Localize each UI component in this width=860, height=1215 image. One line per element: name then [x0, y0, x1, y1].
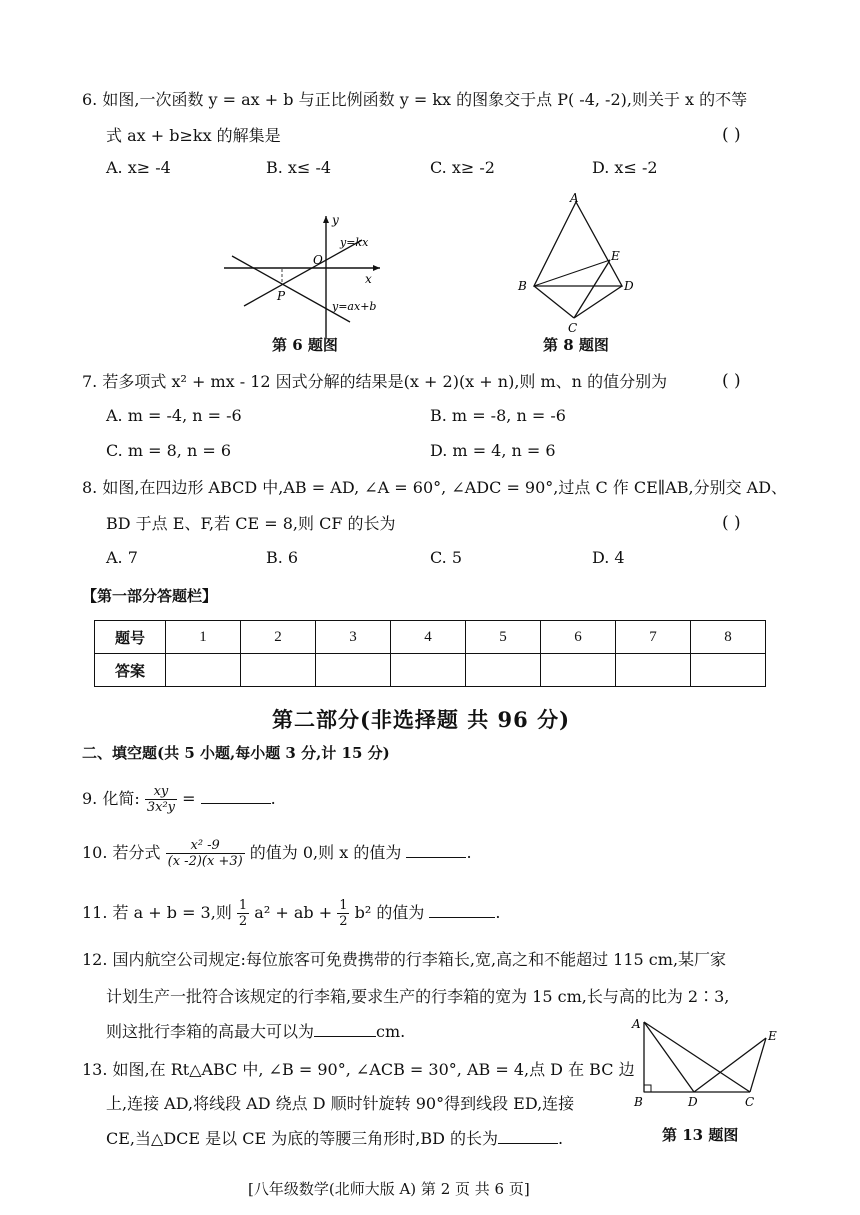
q12-answer-blank[interactable]: [314, 1036, 376, 1037]
q11-half-fraction-2: [337, 898, 349, 929]
answer-cell[interactable]: [616, 654, 691, 687]
q6-option-d: D. x≤ -2: [592, 158, 658, 177]
answer-sheet-number: 6: [541, 621, 616, 654]
q6-line2: 式 ax + b≥kx 的解集是: [106, 126, 281, 145]
q10: [82, 838, 472, 869]
q11-end: .: [495, 903, 501, 922]
q7-option-c: C. m = 8, n = 6: [106, 441, 232, 460]
q6-option-c: C. x≥ -2: [430, 158, 495, 177]
part2-title: 第二部分(非选择题 共 96 分): [272, 707, 571, 732]
q8-fig-b-label: B: [518, 279, 527, 293]
q6-fig-p-label: P: [277, 289, 286, 303]
answer-sheet-number-header: 题号: [95, 621, 166, 654]
q8-option-c: C. 5: [430, 548, 463, 567]
q13-line3-text: CE,当△DCE 是以 CE 为底的等腰三角形时,BD 的长为: [106, 1129, 499, 1148]
page-footer: [八年级数学(北师大版 A) 第 2 页 共 6 页]: [248, 1180, 530, 1198]
q11-suffix: b² 的值为: [354, 903, 425, 922]
q13-fig-e-label: E: [768, 1029, 777, 1043]
q13-line3: [106, 1129, 563, 1149]
answer-sheet-answer-header: 答案: [95, 654, 166, 687]
q11-prefix: 11. 若 a + b = 3,则: [82, 903, 232, 922]
q11-half-num: 1: [238, 898, 248, 913]
q8-fig-c-label: C: [568, 321, 578, 335]
q11-mid: a² + ab +: [254, 903, 333, 922]
q11-half-num-2: 1: [339, 898, 348, 913]
q13-answer-blank[interactable]: [498, 1143, 558, 1144]
answer-cell[interactable]: [691, 654, 766, 687]
q13-fig-d-label: D: [688, 1095, 698, 1109]
answer-sheet-number: 2: [241, 621, 316, 654]
answer-sheet-number: 8: [691, 621, 766, 654]
q11-answer-blank[interactable]: [429, 917, 495, 918]
q13-fig-c-label: C: [745, 1095, 755, 1109]
answer-sheet-table: [94, 620, 766, 687]
q8-fig-d-label: D: [624, 279, 634, 293]
q6-fig-x-label: x: [365, 272, 372, 286]
q9: [82, 784, 276, 815]
q13-figure-caption: 第 13 题图: [662, 1126, 739, 1144]
q12-line3-text: 则这批行李箱的高最大可以为: [106, 1022, 315, 1041]
q11: [82, 898, 501, 929]
answer-sheet-title: 【第一部分答题栏】: [82, 587, 218, 605]
q6-fig-y-label: y: [332, 213, 339, 227]
q8-option-a: A. 7: [106, 548, 138, 567]
fill-blank-section-heading: 二、填空题(共 5 小题,每小题 3 分,计 15 分): [82, 744, 390, 762]
q10-prefix: 10. 若分式: [82, 843, 161, 862]
q10-denominator: (x -2)(x +3): [167, 854, 243, 869]
q6-option-b: B. x≤ -4: [266, 158, 332, 177]
q12-line3: [106, 1022, 405, 1042]
q8-line1: 8. 如图,在四边形 ABCD 中,AB = AD, ∠A = 60°, ∠ADC = 90°,过点 C 作 CE∥AB,分别交 AD、: [82, 478, 788, 497]
answer-sheet-number: 7: [616, 621, 691, 654]
q13-figure: [628, 1014, 788, 1114]
q10-numerator: x² -9: [166, 838, 245, 854]
q9-numerator: xy: [145, 784, 177, 800]
answer-sheet-number-row: [95, 621, 766, 654]
q10-end: .: [466, 843, 472, 862]
q6-answer-paren: ( ): [722, 125, 741, 145]
answer-cell[interactable]: [541, 654, 616, 687]
q9-equals: =: [182, 789, 196, 808]
q7-answer-paren: ( ): [722, 371, 741, 391]
q8-figure-caption: 第 8 题图: [543, 336, 609, 354]
q8-figure: [510, 190, 640, 340]
q10-suffix: 的值为 0,则 x 的值为: [249, 843, 402, 862]
answer-sheet-answer-row: [95, 654, 766, 687]
q6-figure: [222, 210, 397, 340]
q8-fig-e-label: E: [611, 249, 620, 263]
q10-answer-blank[interactable]: [406, 857, 466, 858]
answer-cell[interactable]: [391, 654, 466, 687]
q8-option-d: D. 4: [592, 548, 625, 567]
q10-fraction: [166, 838, 245, 869]
answer-sheet-number: 5: [466, 621, 541, 654]
q12-line2: 计划生产一批符合该规定的行李箱,要求生产的行李箱的宽为 15 cm,长与高的比为 2∶3,: [106, 987, 730, 1006]
q12-unit: cm.: [376, 1022, 406, 1041]
q6-fig-origin-label: O: [313, 253, 323, 267]
answer-sheet-number: 1: [166, 621, 241, 654]
q6-option-a: A. x≥ -4: [106, 158, 171, 177]
q9-end: .: [270, 789, 276, 808]
q13-line2: 上,连接 AD,将线段 AD 绕点 D 顺时针旋转 90°得到线段 ED,连接: [106, 1094, 575, 1113]
answer-sheet-number: 4: [391, 621, 466, 654]
q13-end: .: [558, 1129, 564, 1148]
q7-option-a: A. m = -4, n = -6: [106, 406, 242, 425]
answer-cell[interactable]: [166, 654, 241, 687]
q13-fig-b-label: B: [634, 1095, 643, 1109]
q8-line2: BD 于点 E、F,若 CE = 8,则 CF 的长为: [106, 514, 396, 533]
answer-cell[interactable]: [466, 654, 541, 687]
q9-answer-blank[interactable]: [201, 803, 271, 804]
q8-fig-a-label: A: [570, 191, 579, 205]
q6-figure-caption: 第 6 题图: [272, 336, 338, 354]
q8-answer-paren: ( ): [722, 513, 741, 533]
q7-option-b: B. m = -8, n = -6: [430, 406, 566, 425]
answer-sheet-number: 3: [316, 621, 391, 654]
q12-line1: 12. 国内航空公司规定:每位旅客可免费携带的行李箱长,宽,高之和不能超过 115 cm,某厂家: [82, 950, 727, 969]
answer-cell[interactable]: [316, 654, 391, 687]
q9-prefix: 9. 化简:: [82, 789, 140, 808]
q11-half-den: 2: [238, 914, 248, 929]
answer-cell[interactable]: [241, 654, 316, 687]
q6-line1: 6. 如图,一次函数 y = ax + b 与正比例函数 y = kx 的图象交于点 P( -4, -2),则关于 x 的不等: [82, 90, 748, 109]
q11-half-den-2: 2: [339, 914, 348, 929]
q11-half-fraction: [237, 898, 249, 929]
q8-option-b: B. 6: [266, 548, 299, 567]
q7-line1: 7. 若多项式 x² + mx - 12 因式分解的结果是(x + 2)(x + n),则 m、n 的值分别为: [82, 372, 668, 391]
q9-denominator: 3x²y: [146, 800, 176, 815]
q13-line1: 13. 如图,在 Rt△ABC 中, ∠B = 90°, ∠ACB = 30°, AB = 4,点 D 在 BC 边: [82, 1060, 635, 1079]
q6-fig-yaxb-label: y=ax+b: [332, 300, 377, 313]
q13-fig-a-label: A: [632, 1017, 641, 1031]
q7-option-d: D. m = 4, n = 6: [430, 441, 556, 460]
q9-fraction: [145, 784, 177, 815]
q6-fig-ykx-label: y=kx: [340, 236, 369, 249]
